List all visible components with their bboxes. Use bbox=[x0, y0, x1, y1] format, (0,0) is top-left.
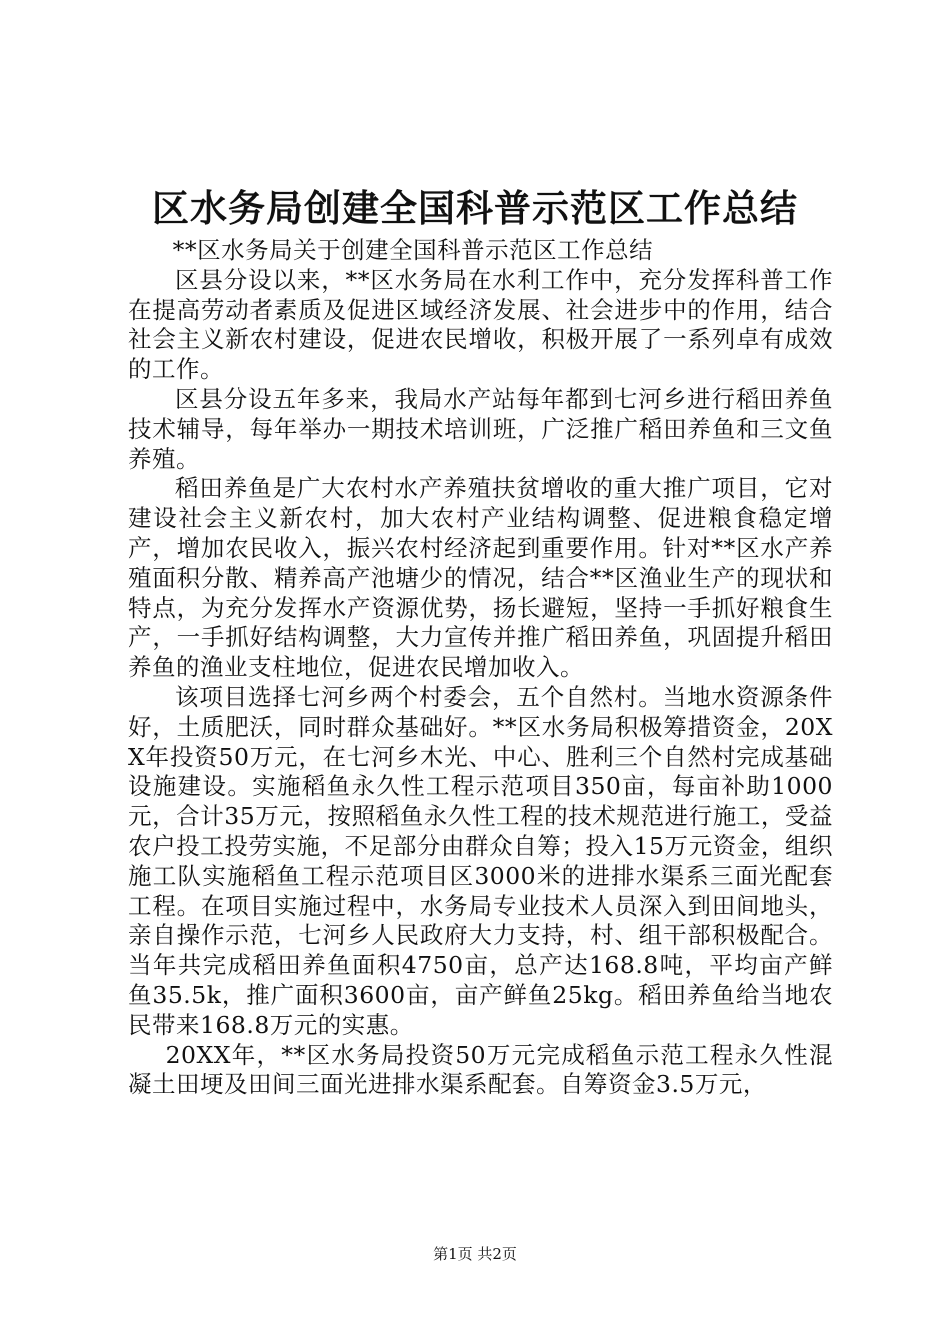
paragraph: 区县分设以来，**区水务局在水利工作中，充分发挥科普工作在提高劳动者素质及促进区域经济发展、社会进步中的作用，结合社会主义新农村建设，促进农民增收，积极开展了一系列卓有成效的工作。 bbox=[128, 265, 833, 384]
paragraph: 稻田养鱼是广大农村水产养殖扶贫增收的重大推广项目，它对建设社会主义新农村，加大农村产业结构调整、促进粮食稳定增产，增加农民收入，振兴农村经济起到重要作用。针对**区水产养殖面积分散、精养高产池塘少的情况，结合**区渔业生产的现状和特点，为充分发挥水产资源优势，扬长避短，坚持一手抓好粮食生产，一手抓好结构调整，大力宣传并推广稻田养鱼，巩固提升稻田养鱼的渔业支柱地位，促进农民增加收入。 bbox=[128, 474, 833, 682]
paragraph: 区县分设五年多来，我局水产站每年都到七河乡进行稻田养鱼技术辅导，每年举办一期技术培训班，广泛推广稻田养鱼和三文鱼养殖。 bbox=[128, 384, 833, 473]
document-subtitle: **区水务局关于创建全国科普示范区工作总结 bbox=[172, 236, 654, 264]
document-body bbox=[128, 236, 833, 1100]
document-title: 区水务局创建全国科普示范区工作总结 bbox=[152, 186, 798, 230]
page-footer: 第1页 共2页 bbox=[433, 1245, 517, 1263]
paragraph: 该项目选择七河乡两个村委会，五个自然村。当地水资源条件好，土质肥沃，同时群众基础好。**区水务局积极筹措资金，20XX年投资50万元，在七河乡木光、中心、胜利三个自然村完成基础设施建设。实施稻鱼永久性工程示范项目350亩，每亩补助1000元，合计35万元，按照稻鱼永久性工程的技术规范进行施工，受益农户投工投劳实施，不足部分由群众自筹；投入15万元资金，组织施工队实施稻鱼工程示范项目区3000米的进排水渠系三面光配套工程。在项目实施过程中，水务局专业技术人员深入到田间地头，亲自操作示范，七河乡人民政府大力支持，村、组干部积极配合。当年共完成稻田养鱼面积4750亩，总产达168.8吨，平均亩产鲜鱼35.5k，推广面积3600亩，亩产鲜鱼25kg。稻田养鱼给当地农民带来168.8万元的实惠。 bbox=[128, 682, 833, 1039]
paragraph: 20XX年，**区水务局投资50万元完成稻鱼示范工程永久性混凝土田埂及田间三面光进排水渠系配套。自筹资金3.5万元， bbox=[128, 1040, 833, 1099]
